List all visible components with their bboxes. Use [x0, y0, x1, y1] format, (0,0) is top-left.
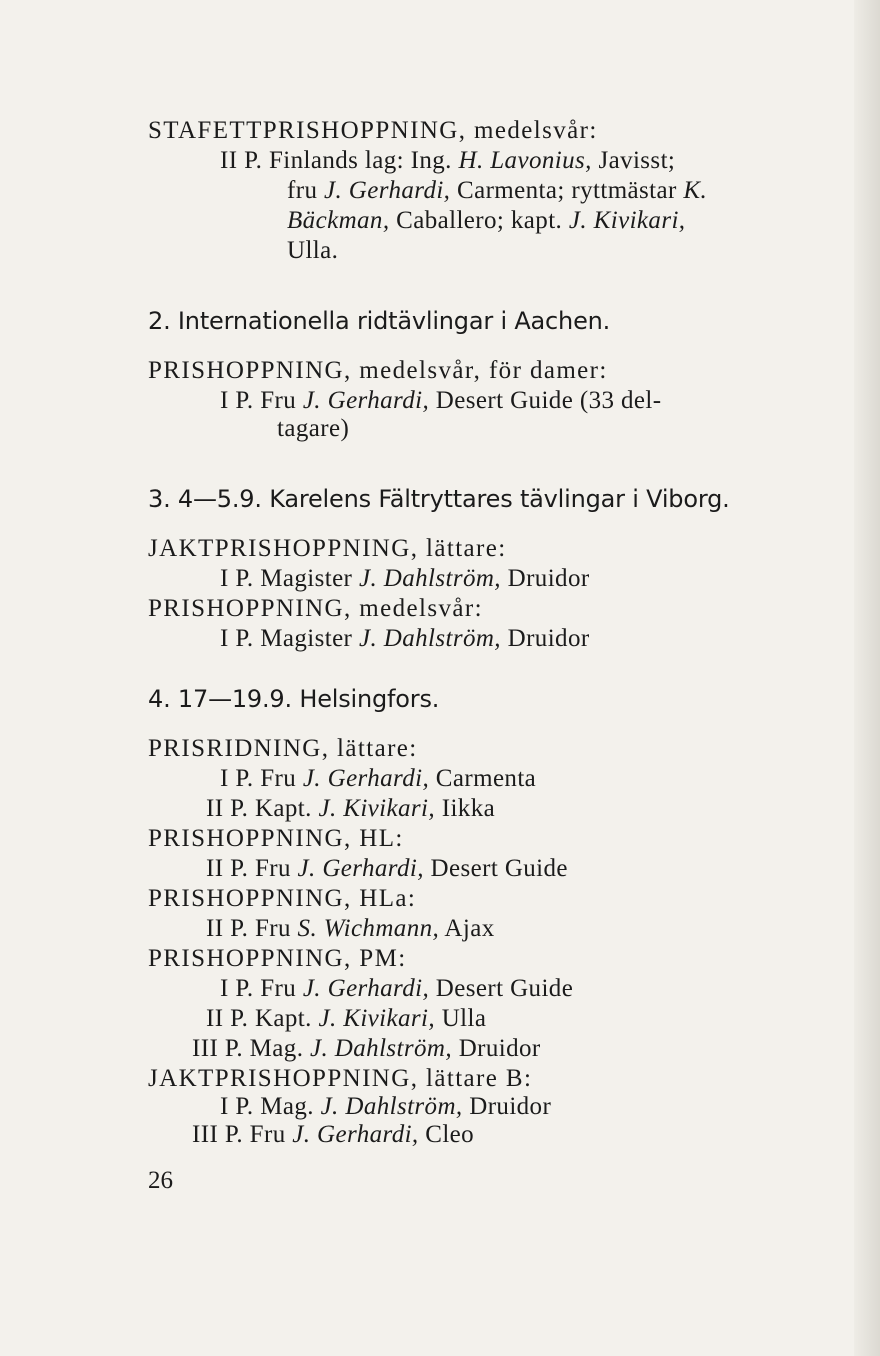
text: Mag. [249, 1035, 304, 1062]
text: Fru [254, 915, 291, 942]
result-line-continued [287, 236, 338, 266]
event-label: PRISHOPPNING, HL: [148, 825, 404, 852]
horse: Iikka [441, 795, 496, 822]
rider-name: J. Dahlström, [320, 1093, 463, 1120]
result-line-continued [277, 414, 349, 444]
horse: Druidor [469, 1093, 552, 1120]
result-line [220, 386, 661, 416]
text: Magister [260, 565, 353, 592]
rider-name: J. Gerhardi, [302, 975, 430, 1002]
text: tagare) [277, 415, 350, 442]
text: Kapt. [254, 795, 312, 822]
event-label: PRISHOPPNING, HLa: [148, 885, 417, 912]
placing: II P. [206, 795, 249, 822]
text: Kapt. [254, 1005, 312, 1032]
rider-initial: K. [683, 177, 708, 204]
result-line [220, 974, 573, 1004]
rider-name: J. Gerhardi, [324, 177, 451, 204]
placing: I P. [220, 625, 254, 652]
horse: Javisst; [598, 147, 676, 174]
event-label: JAKTPRISHOPPNING, lättare: [148, 535, 507, 562]
page-number: 26 [148, 1167, 173, 1194]
text: Mag. [260, 1093, 314, 1120]
result-line [206, 1004, 486, 1034]
text: Fru [260, 387, 297, 414]
event-label: PRISHOPPNING, PM: [148, 945, 407, 972]
placing: I P. [220, 975, 254, 1002]
horse: Ulla. [287, 237, 339, 264]
placing: II P. [206, 915, 249, 942]
placing: I P. [220, 1093, 254, 1120]
event-label: PRISHOPPNING, medelsvår, för damer: [148, 357, 608, 384]
result-line [220, 564, 590, 594]
placing: I P. [220, 565, 254, 592]
rider-name: J. Kivikari, [318, 795, 436, 822]
event-label: PRISRIDNING, lättare: [148, 735, 418, 762]
horse: Desert Guide [435, 975, 574, 1002]
rider-name: J. Dahlström, [358, 565, 501, 592]
rider-name: J. Gerhardi, [302, 765, 430, 792]
placing: III P. [192, 1035, 244, 1062]
rider-name: Bäckman, [287, 207, 390, 234]
result-line [220, 1092, 551, 1122]
section-heading: 2. Internationella ridtävlingar i Aachen. [148, 307, 611, 335]
horse: Druidor [507, 625, 590, 652]
text: fru [287, 177, 318, 204]
section-heading: 3. 4—5.9. Karelens Fältryttares tävlingar i Viborg. [148, 485, 730, 513]
placing: III P. [192, 1121, 244, 1148]
text: Fru [249, 1121, 286, 1148]
horse: Ulla [441, 1005, 487, 1032]
placing: II P. [220, 147, 263, 174]
text: Finlands lag: Ing. [268, 147, 452, 174]
rider-name: J. Kivikari, [568, 207, 686, 234]
rider-name: J. Gerhardi, [302, 387, 430, 414]
result-line-continued [287, 176, 707, 206]
text: Carmenta; ryttmästar [457, 177, 677, 204]
text: Caballero; kapt. [396, 207, 563, 234]
result-line [220, 146, 675, 176]
text: Fru [260, 765, 297, 792]
horse: Desert Guide [430, 855, 568, 882]
rider-name: H. Lavonius, [458, 147, 592, 174]
text: Fru [260, 975, 297, 1002]
event-label: PRISHOPPNING, medelsvår: [148, 595, 483, 622]
text: Fru [254, 855, 291, 882]
result-line [220, 624, 590, 654]
result-line [220, 764, 536, 794]
placing: II P. [206, 855, 249, 882]
section-heading: 4. 17—19.9. Helsingfors. [148, 685, 440, 713]
horse: Druidor [458, 1035, 541, 1062]
horse: Druidor [507, 565, 590, 592]
event-label: STAFETTPRISHOPPNING, medelsvår: [148, 117, 598, 144]
placing: II P. [206, 1005, 249, 1032]
event-label: JAKTPRISHOPPNING, lättare B: [148, 1065, 533, 1092]
horse: Ajax [444, 915, 495, 942]
result-line-continued [287, 206, 685, 236]
result-line [206, 854, 568, 884]
placing: I P. [220, 387, 254, 414]
text: Magister [260, 625, 353, 652]
rider-name: J. Kivikari, [318, 1005, 436, 1032]
rider-name: J. Gerhardi, [292, 1121, 419, 1148]
result-line [192, 1120, 474, 1150]
rider-name: J. Gerhardi, [297, 855, 424, 882]
result-line [192, 1034, 541, 1064]
rider-name: S. Wichmann, [297, 915, 440, 942]
horse: Carmenta [435, 765, 537, 792]
rider-name: J. Dahlström, [310, 1035, 453, 1062]
result-line [206, 914, 495, 944]
horse: Desert Guide (33 del- [435, 387, 662, 414]
result-line [206, 794, 495, 824]
placing: I P. [220, 765, 254, 792]
rider-name: J. Dahlström, [358, 625, 501, 652]
page-edge-shadow [854, 0, 880, 1356]
horse: Cleo [425, 1121, 475, 1148]
